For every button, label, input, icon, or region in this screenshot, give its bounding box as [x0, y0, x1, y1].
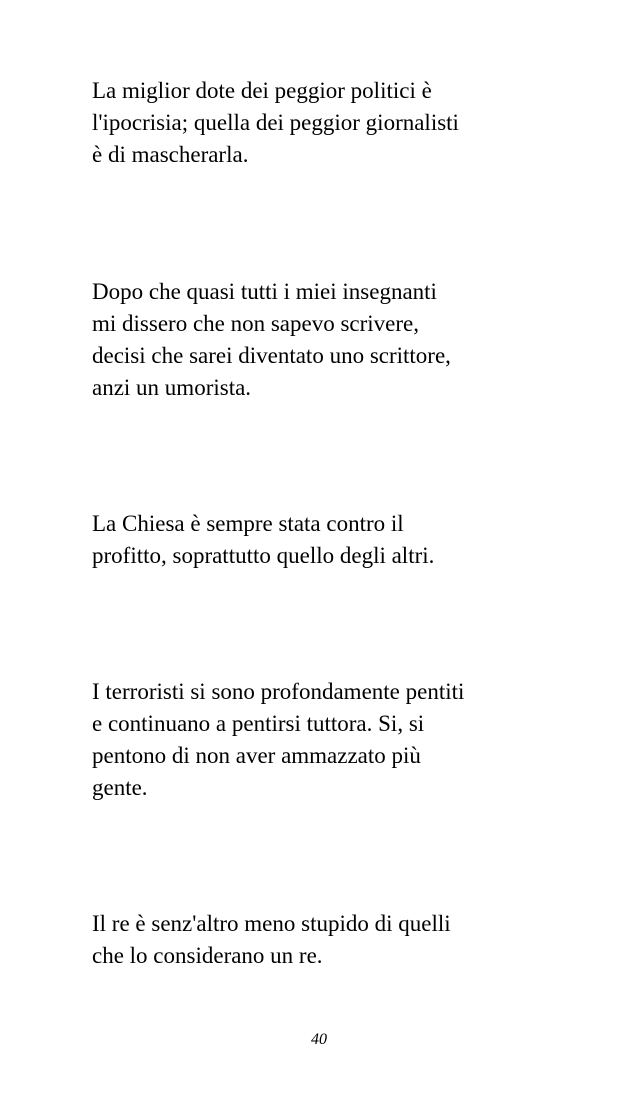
text-line: profitto, soprattutto quello degli altri.	[92, 543, 435, 568]
text-line: l'ipocrisia; quella dei peggior giornalisti	[92, 110, 459, 135]
aphorism-church	[92, 508, 572, 572]
text-line: anzi un umorista.	[92, 375, 252, 400]
text-line: che lo considerano un re.	[92, 943, 323, 968]
text-line: decisi che sarei diventato uno scrittore,	[92, 343, 451, 368]
text-line: I terroristi si sono profondamente pentiti	[92, 679, 465, 704]
text-line: La Chiesa è sempre stata contro il	[92, 511, 404, 536]
text-line: Il re è senz'altro meno stupido di quelli	[92, 911, 451, 936]
text-line: gente.	[92, 775, 148, 800]
text-line: Dopo che quasi tutti i miei insegnanti	[92, 279, 437, 304]
aphorism-writer	[92, 276, 572, 404]
text-line: e continuano a pentirsi tuttora. Si, si	[92, 711, 425, 736]
aphorism-politicians	[92, 75, 572, 171]
text-line: La miglior dote dei peggior politici è	[92, 78, 432, 103]
text-line: pentono di non aver ammazzato più	[92, 743, 421, 768]
aphorism-terrorists	[92, 676, 572, 804]
page-number: 40	[311, 1031, 327, 1048]
text-line: è di mascherarla.	[92, 142, 249, 167]
aphorism-king	[92, 908, 572, 972]
text-line: mi dissero che non sapevo scrivere,	[92, 311, 420, 336]
